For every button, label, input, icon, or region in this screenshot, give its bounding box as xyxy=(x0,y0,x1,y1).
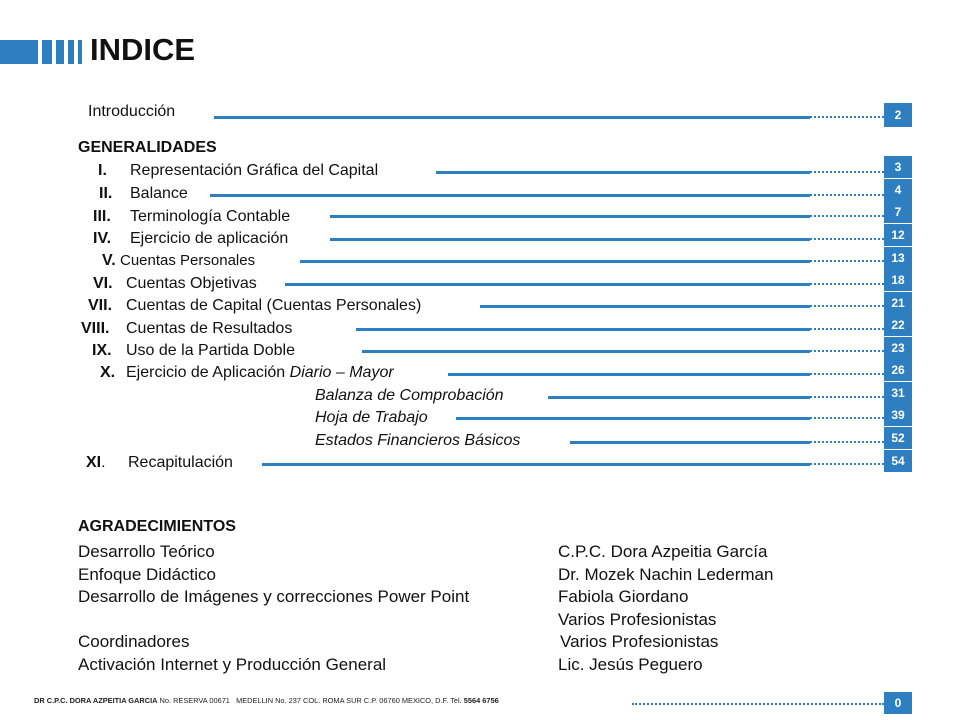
toc-roman-numeral: VII. xyxy=(88,297,113,314)
header-bar-3 xyxy=(68,40,74,64)
leader-line xyxy=(330,238,810,241)
leader-line xyxy=(548,396,810,399)
credit-role: Enfoque Didáctico xyxy=(78,565,216,584)
leader-line xyxy=(436,171,810,174)
leader-dots xyxy=(810,463,884,465)
page-number-badge: 54 xyxy=(884,450,912,472)
toc-label: Representación Gráfica del Capital xyxy=(130,162,379,179)
page-number-badge: 13 xyxy=(884,247,912,269)
toc-row-hoja-de-trabajo[interactable] xyxy=(0,409,960,431)
toc-roman-numeral: X. xyxy=(100,364,116,381)
leader-dots xyxy=(810,328,884,330)
footer-address xyxy=(34,696,499,705)
credit-role: Desarrollo Teórico xyxy=(78,542,215,561)
leader-line xyxy=(214,116,810,119)
section-heading-agradecimientos: AGRADECIMIENTOS xyxy=(78,518,236,535)
toc-row-intro[interactable] xyxy=(0,103,960,125)
page-title: INDICE xyxy=(90,32,196,67)
page-number-badge: 31 xyxy=(884,382,912,404)
leader-line xyxy=(262,463,810,466)
leader-dots xyxy=(810,417,884,419)
toc-row-viii[interactable] xyxy=(0,320,960,342)
toc-label: Uso de la Partida Doble xyxy=(126,342,295,359)
leader-dots xyxy=(810,238,884,240)
leader-dots xyxy=(810,260,884,262)
leader-dots xyxy=(810,350,884,352)
footer-page-number: 0 xyxy=(884,692,912,714)
toc-row-balanza[interactable] xyxy=(0,387,960,409)
toc-label: Cuentas Personales xyxy=(120,252,256,269)
header-bar-1 xyxy=(42,40,52,64)
toc-label: Introducción xyxy=(88,103,176,120)
toc-label xyxy=(126,364,394,382)
leader-line xyxy=(300,260,810,263)
toc-label: Cuentas Objetivas xyxy=(126,275,257,292)
page-number-badge: 39 xyxy=(884,404,912,426)
leader-line xyxy=(480,305,810,308)
toc-row-xi[interactable] xyxy=(0,454,960,476)
page-number-badge: 52 xyxy=(884,427,912,449)
leader-line xyxy=(570,441,810,444)
toc-label: Ejercicio de aplicación xyxy=(130,230,289,247)
credit-name: C.P.C. Dora Azpeitia García xyxy=(558,542,768,561)
header-bar-4 xyxy=(78,40,82,64)
toc-row-ix[interactable] xyxy=(0,342,960,364)
toc-roman-numeral: V. xyxy=(102,252,116,269)
toc-label: Terminología Contable xyxy=(130,208,291,225)
page-number-badge: 2 xyxy=(884,103,912,127)
toc-row-iii[interactable] xyxy=(0,208,960,230)
toc-label: Hoja de Trabajo xyxy=(315,409,428,426)
toc-roman-numeral: VI. xyxy=(93,275,113,292)
toc-label-italic: Diario – Mayor xyxy=(289,364,394,381)
toc-roman-numeral: I. xyxy=(98,162,107,179)
section-heading-generalidades: GENERALIDADES xyxy=(78,139,217,156)
leader-line xyxy=(210,194,810,197)
toc-label: Recapitulación xyxy=(128,454,233,471)
leader-line xyxy=(330,215,810,218)
credit-name: Dr. Mozek Nachin Lederman xyxy=(558,565,774,584)
footer-address-text: No. RESERVA 00671 MEDELLIN No. 237 COL. ROMA SUR C.P. 06760 MEXICO, D.F. Tel. xyxy=(157,696,464,705)
toc-label: Cuentas de Resultados xyxy=(126,320,293,337)
credit-name: Fabiola Giordano xyxy=(558,587,689,606)
page-number-badge: 7 xyxy=(884,201,912,223)
leader-dots xyxy=(810,194,884,196)
toc-row-vi[interactable] xyxy=(0,275,960,297)
toc-label: Balanza de Comprobación xyxy=(315,387,504,404)
leader-dots xyxy=(810,396,884,398)
page-number-badge: 18 xyxy=(884,269,912,291)
leader-line xyxy=(285,283,810,286)
footer-author: DR C.P.C. DORA AZPEITIA GARCIA xyxy=(34,696,158,705)
leader-line xyxy=(362,350,810,353)
toc-row-estados-financieros[interactable] xyxy=(0,432,960,454)
credit-role: Desarrollo de Imágenes y correcciones Power Point xyxy=(78,587,470,606)
page-number-badge: 23 xyxy=(884,337,912,359)
leader-dots xyxy=(810,171,884,173)
toc-row-i[interactable] xyxy=(0,162,960,184)
toc-roman-numeral-text: XI xyxy=(86,454,102,471)
page-number-badge: 12 xyxy=(884,224,912,246)
credit-name: Lic. Jesús Peguero xyxy=(558,655,703,674)
toc-roman-numeral: IV. xyxy=(93,230,112,247)
leader-line xyxy=(456,417,810,420)
header-bar-2 xyxy=(56,40,64,64)
toc-label: Estados Financieros Básicos xyxy=(315,432,521,449)
toc-row-ii[interactable] xyxy=(0,185,960,207)
header-bar-wide xyxy=(0,40,38,64)
toc-row-iv[interactable] xyxy=(0,230,960,252)
leader-dots xyxy=(810,305,884,307)
leader-dots xyxy=(810,441,884,443)
toc-roman-numeral: II. xyxy=(99,185,113,202)
toc-roman-numeral: VIII. xyxy=(81,320,110,337)
toc-roman-numeral-dot: . xyxy=(101,454,106,471)
footer-phone: 5564 6756 xyxy=(463,696,499,705)
page-number-badge: 26 xyxy=(884,359,912,381)
credit-name: Varios Profesionistas xyxy=(560,632,719,651)
leader-dots xyxy=(810,116,884,118)
footer-leader-dots xyxy=(632,703,884,705)
leader-line xyxy=(356,328,810,331)
toc-row-x[interactable] xyxy=(0,364,960,386)
toc-row-vii[interactable] xyxy=(0,297,960,319)
page-number-badge: 21 xyxy=(884,292,912,314)
leader-dots xyxy=(810,283,884,285)
page-number-badge: 22 xyxy=(884,314,912,336)
toc-roman-numeral xyxy=(86,454,106,472)
credit-role: Activación Internet y Producción General xyxy=(78,655,387,674)
page-number-badge: 4 xyxy=(884,179,912,201)
leader-line xyxy=(448,373,810,376)
toc-label: Cuentas de Capital (Cuentas Personales) xyxy=(126,297,422,314)
toc-row-v[interactable] xyxy=(0,252,960,274)
leader-dots xyxy=(810,215,884,217)
toc-label-plain: Ejercicio de Aplicación xyxy=(126,364,290,381)
toc-roman-numeral: IX. xyxy=(92,342,112,359)
leader-dots xyxy=(810,373,884,375)
toc-roman-numeral: III. xyxy=(93,208,111,225)
credit-role: Coordinadores xyxy=(78,632,190,651)
credit-name: Varios Profesionistas xyxy=(558,610,717,629)
page-number-badge: 3 xyxy=(884,156,912,178)
toc-label: Balance xyxy=(130,185,188,202)
